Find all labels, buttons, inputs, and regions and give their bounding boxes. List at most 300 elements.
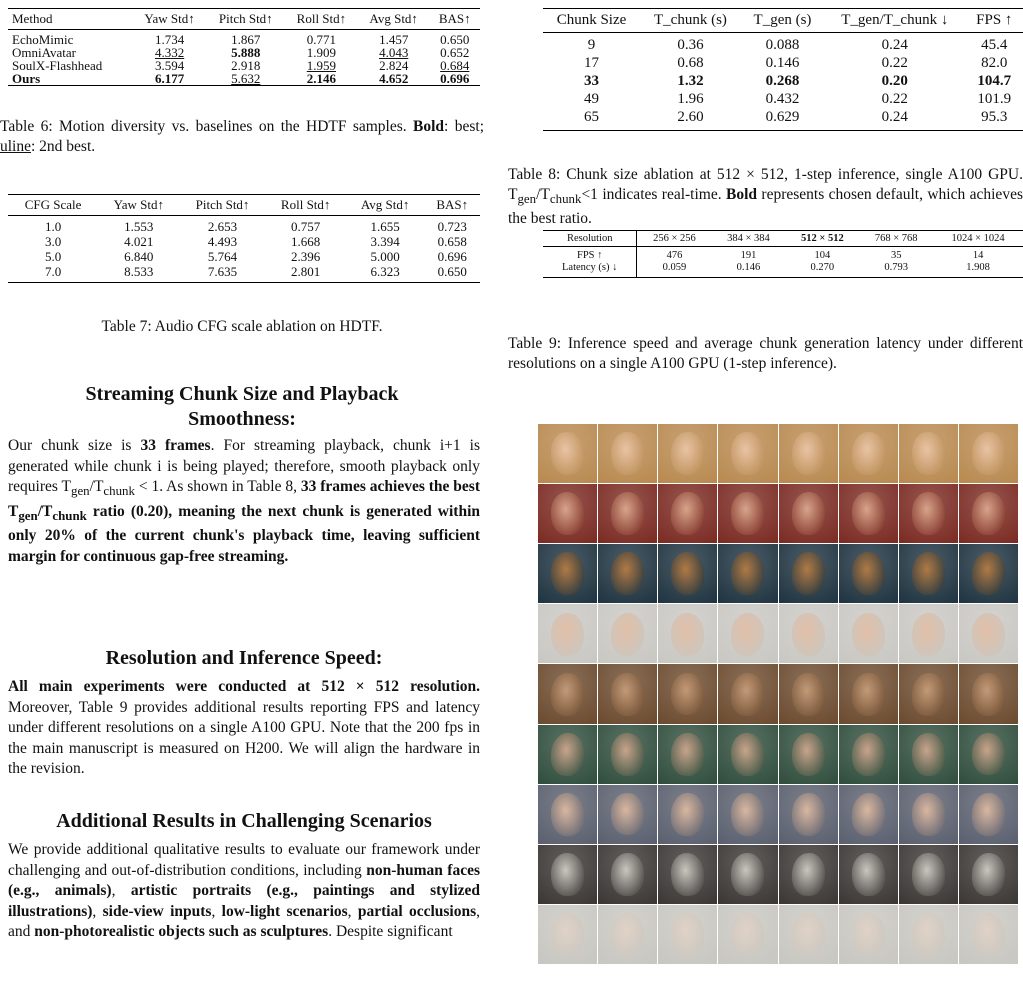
face-shape xyxy=(669,852,706,897)
t7-cell: 1.553 xyxy=(124,219,154,234)
table-row xyxy=(8,72,480,86)
table-row xyxy=(543,247,1023,263)
t8-cell: 0.22 xyxy=(881,55,908,71)
t7-h0: CFG Scale xyxy=(8,195,98,216)
frame-thumbnail xyxy=(658,484,717,543)
t7-cell: 0.650 xyxy=(437,264,467,279)
face-shape xyxy=(731,913,765,956)
face-shape xyxy=(610,732,645,776)
face-shape xyxy=(790,551,826,596)
table-9 xyxy=(543,230,1023,278)
frame-thumbnail xyxy=(718,664,777,723)
table-row xyxy=(543,108,1023,131)
t8-cell: 82.0 xyxy=(981,55,1008,71)
t9-cell: 14 xyxy=(972,250,984,261)
frame-thumbnail xyxy=(839,664,898,723)
t6-uline: 1.959 xyxy=(306,58,337,73)
face-shape xyxy=(731,612,766,656)
face-shape xyxy=(851,732,886,776)
face-shape xyxy=(670,551,706,596)
section-resolution-body xyxy=(8,677,480,780)
face-shape xyxy=(791,793,825,836)
frame-thumbnail xyxy=(718,785,777,844)
section-heading-challenging: Additional Results in Challenging Scenarios xyxy=(56,810,432,832)
caption-text: : 2nd best. xyxy=(31,138,96,155)
frame-thumbnail xyxy=(538,905,597,964)
face-shape xyxy=(970,551,1007,596)
table-row-bold xyxy=(543,72,1023,90)
t7-h4: Avg Std↑ xyxy=(346,195,425,216)
frame-thumbnail xyxy=(899,845,958,904)
frame-thumbnail xyxy=(718,604,777,663)
t6-uline: 5.632 xyxy=(231,71,261,86)
body-sub: gen xyxy=(71,483,90,499)
frame-thumbnail xyxy=(899,785,958,844)
face-shape xyxy=(971,792,1006,836)
body-bold: ratio (0.20), meaning the next chunk is generated within only 20% of the current chunk's playback time, leaving sufficient margin for continuous gap-free streaming. xyxy=(8,502,480,565)
frame-thumbnail xyxy=(779,604,838,663)
t6-bold: 4.652 xyxy=(379,71,409,86)
face-shape xyxy=(911,552,945,595)
frame-thumbnail xyxy=(718,725,777,784)
face-shape xyxy=(851,672,885,715)
body-bold: low-light scenarios xyxy=(221,902,348,920)
frame-thumbnail xyxy=(899,484,958,543)
frame-thumbnail xyxy=(959,544,1018,603)
t8-cell: 49 xyxy=(584,91,599,107)
frame-thumbnail xyxy=(899,544,958,603)
frame-thumbnail xyxy=(899,725,958,784)
frame-thumbnail xyxy=(718,845,777,904)
body-bold: 33 frames xyxy=(140,437,211,454)
table-7-caption: Table 7: Audio CFG scale ablation on HDTF. xyxy=(101,318,383,335)
t7-cell: 0.723 xyxy=(437,219,467,234)
t8-cell: 33 xyxy=(584,73,599,89)
face-shape xyxy=(730,792,765,836)
t9-h3: 512 × 512 xyxy=(785,231,859,247)
t6-cell: SoulX-Flashhead xyxy=(12,58,103,73)
t6-bold: 0.696 xyxy=(440,71,470,86)
t8-cell: 1.96 xyxy=(677,91,704,107)
frame-thumbnail xyxy=(538,484,597,543)
face-shape xyxy=(911,492,945,535)
frame-thumbnail xyxy=(538,424,597,483)
frame-thumbnail xyxy=(959,905,1018,964)
body-text: . For streaming playback, chunk i+1 is generated while chunk i is being played; therefore, smooth playback only requires T xyxy=(8,437,480,495)
body-bold: All main experiments were conducted at 512 × 512 resolution. xyxy=(8,678,480,695)
face-shape xyxy=(970,852,1006,897)
t6-h4: Avg Std↑ xyxy=(358,9,430,30)
body-text: Our chunk size is xyxy=(8,437,141,454)
frame-thumbnail xyxy=(658,424,717,483)
face-shape xyxy=(730,672,766,717)
caption-text: <1 indicates real-time. xyxy=(581,186,726,203)
t8-cell: 0.432 xyxy=(765,91,800,107)
body-text: We provide additional qualitative results to evaluate our framework under challenging and out-of-distribution conditions, including xyxy=(8,841,480,879)
t9-cell: FPS ↑ xyxy=(543,247,637,263)
section-heading-streaming: Streaming Chunk Size and Playback Smoothness: xyxy=(85,383,399,430)
face-shape xyxy=(550,672,585,716)
t8-cell: 95.3 xyxy=(981,109,1008,125)
face-shape xyxy=(972,733,1005,776)
face-shape xyxy=(910,732,946,777)
t9-cell: 476 xyxy=(666,250,683,261)
t6-h0: Method xyxy=(8,9,133,30)
frame-thumbnail xyxy=(959,664,1018,723)
frame-thumbnail xyxy=(598,484,657,543)
t8-cell: 0.268 xyxy=(765,73,800,89)
t6-uline: 4.043 xyxy=(379,45,409,60)
t8-cell: 0.20 xyxy=(881,73,908,89)
frame-thumbnail xyxy=(598,544,657,603)
face-shape xyxy=(911,792,946,836)
t6-cell: 0.650 xyxy=(440,32,470,47)
t7-h3: Roll Std↑ xyxy=(266,195,346,216)
body-text: Moreover, Table 9 provides additional results reporting FPS and latency under different resolutions on a single A100 GPU. Note that the 200 fps in the main manuscript is measured on H200. We will align the hardware in the revision. xyxy=(8,698,480,777)
table-row xyxy=(543,33,1023,55)
t8-cell: 0.146 xyxy=(765,55,800,71)
face-shape xyxy=(670,792,706,837)
caption-text: Table 6: Motion diversity vs. baselines on the HDTF samples. xyxy=(0,118,407,135)
section-heading-resolution: Resolution and Inference Speed: xyxy=(105,647,383,669)
frame-thumbnail xyxy=(839,905,898,964)
frame-thumbnail xyxy=(598,905,657,964)
t9-cell: 35 xyxy=(890,250,902,261)
frame-thumbnail xyxy=(839,484,898,543)
frame-thumbnail xyxy=(658,604,717,663)
caption-text: /T xyxy=(536,186,550,203)
t7-cell: 2.801 xyxy=(291,264,321,279)
face-shape xyxy=(911,431,946,475)
frame-thumbnail xyxy=(839,725,898,784)
t6-cell: 1.909 xyxy=(306,45,337,60)
section-streaming-body xyxy=(8,436,480,567)
t6-bold: 6.177 xyxy=(154,71,185,86)
face-shape xyxy=(790,912,827,957)
t7-h1: Yaw Std↑ xyxy=(98,195,179,216)
face-shape xyxy=(851,913,886,957)
frame-thumbnail xyxy=(598,785,657,844)
frame-thumbnail xyxy=(779,845,838,904)
face-shape xyxy=(850,792,887,837)
face-shape xyxy=(550,792,586,837)
face-shape xyxy=(551,913,584,956)
caption-uline: uline xyxy=(0,138,31,155)
table-7-header-row xyxy=(8,195,480,216)
face-shape xyxy=(912,853,945,896)
t7-cell: 1.668 xyxy=(291,234,321,249)
table-row xyxy=(8,234,480,249)
t9-h5: 1024 × 1024 xyxy=(933,231,1023,247)
frame-thumbnail xyxy=(538,845,597,904)
face-shape xyxy=(731,492,766,536)
table-6-caption xyxy=(0,117,484,157)
frame-thumbnail xyxy=(779,484,838,543)
frame-thumbnail xyxy=(779,544,838,603)
face-shape xyxy=(551,552,585,595)
frame-thumbnail xyxy=(839,424,898,483)
face-shape xyxy=(610,912,646,957)
face-shape xyxy=(671,673,704,716)
t6-cell: 3.594 xyxy=(154,58,185,73)
t9-h4: 768 × 768 xyxy=(859,231,933,247)
face-shape xyxy=(550,492,585,536)
face-shape xyxy=(610,552,645,596)
t9-cell: 0.146 xyxy=(736,262,761,273)
frame-thumbnail xyxy=(658,845,717,904)
table-8 xyxy=(543,8,1023,131)
table-6-header-row xyxy=(8,9,480,30)
table-9-caption: Table 9: Inference speed and average chunk generation latency under different resolutions on a single A100 GPU (1-step inference). xyxy=(508,335,1023,372)
frame-thumbnail xyxy=(718,544,777,603)
caption-text: : best; xyxy=(444,118,484,135)
t7-cell: 8.533 xyxy=(124,264,154,279)
t7-cell: 5.0 xyxy=(44,249,62,264)
t8-cell: 104.7 xyxy=(977,73,1012,89)
body-text: /T xyxy=(89,478,104,495)
frame-thumbnail xyxy=(779,905,838,964)
frame-thumbnail xyxy=(598,664,657,723)
body-bold: non-photorealistic objects such as sculptures xyxy=(34,923,329,940)
t8-cell: 2.60 xyxy=(677,109,704,125)
t9-cell: 1.908 xyxy=(966,262,990,273)
t9-h2: 384 × 384 xyxy=(712,231,786,247)
t8-cell: 0.629 xyxy=(765,109,800,125)
t8-cell: 0.24 xyxy=(881,37,908,53)
face-shape xyxy=(730,731,767,776)
frame-thumbnail xyxy=(779,725,838,784)
t6-h5: BAS↑ xyxy=(430,9,480,30)
t8-cell: 0.088 xyxy=(765,37,800,53)
frame-thumbnail xyxy=(959,845,1018,904)
t7-cell: 1.655 xyxy=(370,219,400,234)
t7-cell: 0.757 xyxy=(291,219,321,234)
qualitative-results-figure xyxy=(538,424,1018,964)
t6-h2: Pitch Std↑ xyxy=(207,9,285,30)
face-shape xyxy=(549,431,586,476)
frame-thumbnail xyxy=(839,845,898,904)
body-bold: side-view inputs xyxy=(102,902,212,920)
caption-text: Table 8: Chunk size ablation at 512 × 512, 1-step inference, single A100 GPU. T xyxy=(508,166,1023,203)
body-sub: chunk xyxy=(103,483,135,499)
frame-thumbnail xyxy=(899,905,958,964)
frame-thumbnail xyxy=(779,424,838,483)
t7-cell: 2.396 xyxy=(291,249,321,264)
frame-thumbnail xyxy=(718,484,777,543)
t7-cell: 3.0 xyxy=(44,234,62,249)
frame-thumbnail xyxy=(959,785,1018,844)
face-shape xyxy=(850,852,886,897)
frame-thumbnail xyxy=(598,845,657,904)
body-text: , and xyxy=(8,902,480,940)
t8-h4: FPS ↑ xyxy=(966,9,1023,33)
t7-cell: 3.394 xyxy=(370,234,400,249)
frame-thumbnail xyxy=(839,785,898,844)
face-shape xyxy=(851,552,886,596)
body-bold: /T xyxy=(37,502,53,520)
t8-cell: 9 xyxy=(587,37,596,53)
t7-cell: 0.658 xyxy=(437,234,467,249)
table-row xyxy=(543,90,1023,108)
table-row xyxy=(8,264,480,283)
body-bold: artistic portraits (e.g., paintings and stylized illustrations) xyxy=(8,882,480,920)
t7-cell: 7.635 xyxy=(207,264,238,279)
frame-thumbnail xyxy=(839,544,898,603)
t9-cell: 104 xyxy=(814,250,831,261)
face-shape xyxy=(731,853,765,896)
t7-cell: 5.764 xyxy=(207,249,238,264)
face-shape xyxy=(550,852,585,896)
frame-thumbnail xyxy=(779,664,838,723)
t8-cell: 1.32 xyxy=(677,73,704,89)
face-shape xyxy=(549,731,586,776)
caption-bold: Bold xyxy=(726,186,758,203)
frame-thumbnail xyxy=(959,604,1018,663)
face-shape xyxy=(792,432,825,475)
t6-cell: EchoMimic xyxy=(12,32,74,47)
frame-thumbnail xyxy=(598,725,657,784)
face-shape xyxy=(791,492,826,536)
table-row xyxy=(543,54,1023,72)
frame-thumbnail xyxy=(779,785,838,844)
frame-thumbnail xyxy=(899,664,958,723)
frame-thumbnail xyxy=(598,604,657,663)
t9-h0: Resolution xyxy=(543,231,637,247)
t6-h3: Roll Std↑ xyxy=(285,9,358,30)
t7-cell: 4.493 xyxy=(207,234,238,249)
frame-thumbnail xyxy=(959,484,1018,543)
face-shape xyxy=(730,431,766,476)
body-text: , xyxy=(347,902,358,920)
body-text: . Despite significant xyxy=(328,923,453,940)
t6-bold: 5.888 xyxy=(231,45,261,60)
face-shape xyxy=(971,492,1006,536)
face-shape xyxy=(611,793,644,836)
face-shape xyxy=(851,612,885,655)
body-text: , xyxy=(211,902,222,920)
face-shape xyxy=(669,491,706,536)
frame-thumbnail xyxy=(538,604,597,663)
caption-text: represents chosen default, which achieves the best ratio. xyxy=(508,186,1023,228)
table-6 xyxy=(8,8,480,86)
frame-thumbnail xyxy=(658,905,717,964)
caption-sub: gen xyxy=(517,191,537,207)
t8-cell: 101.9 xyxy=(977,91,1012,107)
face-shape xyxy=(610,672,646,717)
table-8-caption xyxy=(508,165,1023,229)
body-text: < 1. As shown in Table 8, xyxy=(134,478,301,495)
t9-cell: 0.059 xyxy=(662,262,687,273)
face-shape xyxy=(910,671,947,716)
body-bold: partial occlusions xyxy=(357,902,477,920)
t6-bold: Ours xyxy=(12,71,41,86)
t6-cell xyxy=(8,72,133,86)
table-row xyxy=(8,30,480,47)
t8-h3: T_gen/T_chunk ↓ xyxy=(824,9,966,33)
t6-cell xyxy=(207,72,285,86)
t6-cell xyxy=(430,72,480,86)
t6-cell xyxy=(358,72,430,86)
face-shape xyxy=(671,612,706,656)
body-sub: gen xyxy=(18,507,38,523)
face-shape xyxy=(790,852,825,896)
body-text: , xyxy=(92,902,103,920)
frame-thumbnail xyxy=(598,424,657,483)
t6-cell: 1.457 xyxy=(379,32,409,47)
t8-h0: Chunk Size xyxy=(543,9,640,33)
face-shape xyxy=(670,912,705,956)
t6-cell: 0.652 xyxy=(440,45,470,60)
body-text: , xyxy=(111,882,131,899)
t7-cell: 5.000 xyxy=(370,249,400,264)
face-shape xyxy=(671,732,706,776)
frame-thumbnail xyxy=(538,544,597,603)
t8-cell: 65 xyxy=(584,109,599,125)
frame-thumbnail xyxy=(658,664,717,723)
table-9-header-row xyxy=(543,231,1023,247)
frame-thumbnail xyxy=(538,725,597,784)
face-shape xyxy=(731,552,764,595)
t8-cell: 0.22 xyxy=(881,91,908,107)
t9-cell: Latency (s) ↓ xyxy=(543,262,637,278)
body-sub: chunk xyxy=(52,507,87,523)
frame-thumbnail xyxy=(718,905,777,964)
t6-cell: 2.824 xyxy=(379,58,409,73)
frame-thumbnail xyxy=(538,664,597,723)
face-shape xyxy=(670,431,705,475)
t7-cell: 7.0 xyxy=(44,264,62,279)
face-shape xyxy=(970,912,1007,957)
t6-cell: 2.918 xyxy=(231,58,261,73)
t6-cell: 1.867 xyxy=(231,32,261,47)
t7-cell: 6.323 xyxy=(370,264,400,279)
t8-h2: T_gen (s) xyxy=(741,9,824,33)
t6-cell: 0.771 xyxy=(306,32,337,47)
t8-cell: 0.68 xyxy=(677,55,704,71)
t7-h2: Pitch Std↑ xyxy=(179,195,265,216)
t7-cell: 4.021 xyxy=(124,234,154,249)
face-shape xyxy=(850,431,886,476)
t8-h1: T_chunk (s) xyxy=(640,9,741,33)
caption-bold: Bold xyxy=(413,118,445,135)
t8-cell: 0.24 xyxy=(881,109,908,125)
frame-thumbnail xyxy=(899,424,958,483)
face-shape xyxy=(850,491,887,536)
t6-uline: 4.332 xyxy=(154,45,185,60)
caption-sub: chunk xyxy=(549,191,582,207)
frame-thumbnail xyxy=(658,544,717,603)
frame-thumbnail xyxy=(899,604,958,663)
t8-cell: 0.36 xyxy=(677,37,704,53)
frame-thumbnail xyxy=(538,785,597,844)
table-row xyxy=(543,262,1023,278)
table-row xyxy=(8,216,480,235)
face-shape xyxy=(551,612,585,655)
table-row xyxy=(8,249,480,264)
t6-h1: Yaw Std↑ xyxy=(133,9,207,30)
body-bold: non-human faces (e.g., animals) xyxy=(8,861,480,899)
t6-cell xyxy=(285,72,358,86)
t6-cell xyxy=(133,72,207,86)
t7-cell: 0.696 xyxy=(437,249,467,264)
body-bold: 33 frames achieves the best T xyxy=(8,478,480,520)
frame-thumbnail xyxy=(718,424,777,483)
face-shape xyxy=(972,432,1006,475)
t7-cell: 6.840 xyxy=(124,249,154,264)
t9-h1: 256 × 256 xyxy=(637,231,712,247)
face-shape xyxy=(611,492,645,535)
t6-uline: 0.684 xyxy=(440,58,470,73)
